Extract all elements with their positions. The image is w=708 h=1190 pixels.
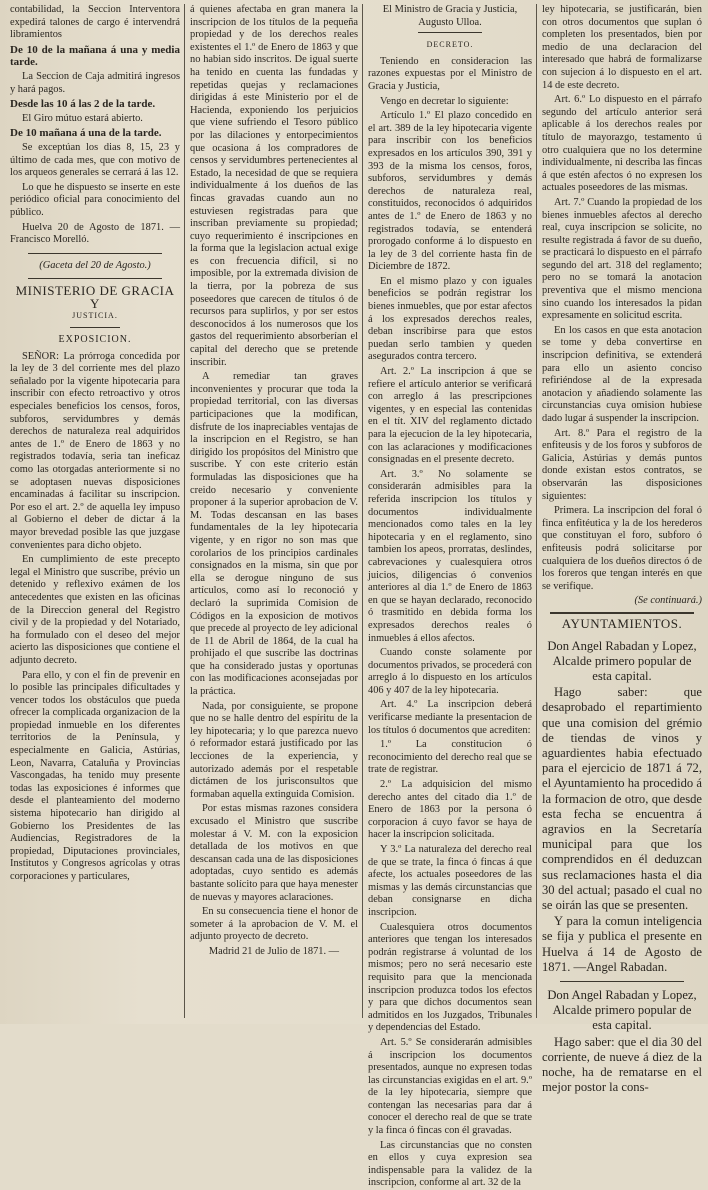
paragraph: En cumplimiento de este precepto legal el Ministro que suscribe, prévio un detenido y reflexivo exámen de los antecedentes que existen en las oficinas de la Direccion general del Registro civil y de la propiedad y del Notariado, ha formulado con el deseo del mejor acierto las disposiciones que contiene el adjunto decreto. — [10, 554, 180, 666]
divider — [418, 32, 482, 33]
ayuntamientos-heading: AYUNTAMIENTOS. — [561, 615, 683, 631]
paragraph: contabilidad, la Seccion Interventora expedirá talones de cargo é intervendrá libramientos — [10, 4, 180, 41]
paragraph: Para ello, y con el fin de prevenir en lo posible las principales dificultades y vencer todos los obstáculos que pueda ofrecer la complicada organizacion de la propiedad inmueble en los diferentes territorios de la Península, y especialmente en Galicia, Astúrias, Leon, Navarra, Cataluña y Provincias Vascongadas, ha tenido muy presente todas las exposiciones é informes que desde el planteamiento del moderno sistema hipotecario han dirigido al Gobierno los Presidentes de las Audiencias, Registradores de la propiedad, Diputaciones provinciales, Institutos y Congresos agrícolas y otras corporaciones y particulares, — [10, 669, 180, 882]
article-7: Art. 7.º Cuando la propiedad de los bienes inmuebles afectos al derecho real, cuya inscripcion se solicite, no resulte registrada á favor de su dueño, se practicará lo dispuesto en el párrafo segundo del art. 318 del reglamento; pero no se tomará la anotacion preventiva que el mismo menciona sino cuando los interesados la pidan expresamente en solicitud escrita. — [542, 196, 702, 322]
article-2: Art. 2.º La inscripcion á que se refiere el artículo anterior se verificará con arreglo á las prescripciones vigentes, y en especial las contenidas en el tít. XIV del reglamento dictado para la ejecucion de la ley hipotecaria, con las aclaraciones y modificaciones consignadas en el presente decreto. — [368, 366, 532, 466]
exposicion-heading: EXPOSICION. — [58, 334, 132, 346]
column-rule — [536, 4, 537, 1018]
paragraph: Se exceptúan los dias 8, 15, 23 y último de cada mes, que con motivo de los arqueos generales se cerrará á las 12. — [10, 141, 180, 179]
mayor-heading: Don Angel Rabadan y Lopez, Alcalde primero popular de esta capital. — [547, 638, 697, 683]
column-1 — [10, 4, 180, 1018]
paragraph: Teniendo en consideracion las razones expuestas por el Ministro de Gracia y Justicia, — [368, 55, 532, 92]
section-heading: Desde las 10 á las 2 de la tarde. — [10, 98, 156, 111]
paragraph: Lo que he dispuesto se inserte en este periódico oficial para conocimiento del público. — [10, 181, 180, 218]
paragraph: Nada, por consiguiente, se propone que no se halle dentro del espíritu de la ley hipotecaria; y lo que parezca nuevo ó reformador estará justificado por las lecciones de la experiencia, y autorizado además por el respetable dictámen de los jurisconsultos que formaban aquella extinguida Comision. — [190, 700, 358, 800]
paragraph: Hago saber: que el dia 30 del corriente, de nueve á diez de la noche, ha de rematarse en el mejor postor la cons- — [542, 1034, 702, 1095]
paragraph: Primera. La inscripcion del foral ó finca enfitéutica y la de los herederos que constituyan el foro, subforo ó enfiteusis podrá solicitarse por cualquiera de los dueños directos ó de los foreros que tengan interés en que se verifique. — [542, 505, 702, 592]
divider — [550, 612, 694, 614]
paragraph: En su consecuencia tiene el honor de someter á la aprobacion de V. M. el adjunto proyecto de decreto. — [190, 906, 358, 943]
paragraph: 2.º La adquisicion del mismo derecho antes del citado dia 1.º de Enero de 1863 por la persona ó corporacion á cuyo favor se haya de hacer la inscripcion solicitada. — [368, 779, 532, 841]
paragraph: Cuando conste solamente por documentos privados, se procederá con arreglo á lo dispuesto en los artículos 406 y 407 de la ley hipotecaria. — [368, 647, 532, 696]
article-1: Artículo 1.º El plazo concedido en el art. 389 de la ley hipotecaria vigente para inscribir con los beneficios expresados en los artículos 390, 391 y 393 de la misma los censos, foros, subforos, servidumbres y demás derechos de naturaleza real, constituidos, reconocidos ó adquiridos antes de 1.º de Enero de 1863 y no registrados todavía, se entenderá prorogado conforme á lo dispuesto en la ley de 3 del corriente hasta fin de Diciembre de 1872. — [368, 110, 532, 273]
divider — [28, 253, 162, 254]
divider — [560, 981, 684, 982]
paragraph: SEÑOR: La prórroga concedida por la ley de 3 del corriente mes del plazo señalado por la vigente hipotecaria para inscribir con efecto retroactivo y otros especiales beneficios los censos, foros, subforos, servidumbres y demás derechos de naturaleza real adquiridos antes de 1.º de Enero de 1863 y no registrados todavía, seria tan ineficaz como las otorgadas anteriormente si no se adoptasen nuevas disposiciones encaminadas á facilitar su inscripcion. Por eso el art. 2.º de aquella ley impuso al Gobierno el deber de dictar á la mayor brevedad posible las que juzgase convenientes para dicho objeto. — [10, 350, 180, 551]
paragraph: El Giro mútuo estará abierto. — [22, 112, 143, 124]
decreto-heading: DECRETO. — [426, 40, 474, 50]
column-rule — [184, 4, 185, 1018]
paragraph: á quienes afectaba en gran manera la inscripcion de los títulos de la pequeña propiedad y de los derechos reales existentes el 1.º de Enero de 1863 y que no habian sido inscritos. De igual suerte ha tenido en cuenta las fundadas y repetidas quejas y reclamaciones dirigidas á este Ministerio por el de Hacienda, exponiendo los perjuicios que viene sufriendo el Tesoro público por las dilaciones y entorpecimientos que ocasiona á los compradores de censos y servidumbres pertenecientes al Estado, la necesidad de que se requiera individualmente á los dueños de las fincas gravadas cuando aun no estuviesen registradas para que inscriban previamente su propiedad; cuyo requerimiento é inscripciones en la forma que la legislacion actual exige es con frecuencia difícil, si no imposible, por la extremada division de la tierra, por la pobreza de sus poseedores que carecen de títulos ó de recursos para suplirlos, y por ser estos desconocidos á los numerosos que los gastos del requerimiento absorberían el capital del derecho que se pretende inscribir. — [190, 4, 358, 368]
paragraph: Hago saber: que desaprobado el repartimiento que una comision del grémio de tiendas de vinos y aguardientes habia efectuado para el ejercicio de 1871 á 72, el Ayuntamiento ha procedido á la formacion de otro, que desde esta fecha se encuentra á agravios en la Secretaría municipal para que los comprendidos en él deduzcan sus reclamaciones hasta el dia 30 del actual; pasado el cual no se oirán las que se presenten. — [542, 685, 702, 912]
paragraph: A remediar tan graves inconvenientes y procurar que toda la propiedad territorial, con las diversas participaciones que la modifican, disfrute de los inapreciables ventajas de la inscripcion en el Registro, se han dirigido los propósitos del Ministro que suscribe. Y con este criterio están formuladas las disposiciones que ha creido necesario y conveniente proponer á la superior aprobacion de V. M. Todas descansan en las bases fundamentales de la ley hipotecaria vigente, y en rigor no son mas que corolarios de los principios cardinales consignados en la misma, sin que por ella se derogue ninguno de sus artículos, como así lo reconoció y declaró la suprimida Comision de Códigos en la exposicion de motivos que precede al proyecto de ley adicional de 11 de Abril de 1864, de la cual ha prohijado el que suscribe las doctrinas que ha considerado justas y oportunas con las modificaciones aconsejadas por la práctica. — [190, 371, 358, 698]
paragraph: Y para la comun inteligencia se fija y publica el presente en Huelva á 14 de Agosto de 1871. —Angel Rabadan. — [542, 914, 702, 974]
article-5: Art. 5.º Se considerarán admisibles á inscripcion los documentos presentados, aunque no expresen todas las circunstancias exigidas en el art. 9.º de la ley hipotecaria, siempre que contengan las necesarias para dar á conocer el derecho real de que se trate y la finca ó fincas con él gravadas. — [368, 1036, 532, 1137]
paragraph: 1.º La constitucion ó reconocimiento del derecho real que se trate de registrar. — [368, 739, 532, 776]
paragraph: La Seccion de Caja admitirá ingresos y hará pagos. — [10, 70, 180, 95]
paragraph: Las circunstancias que no consten en ellos y cuya expresion sea indispensable para la validez de la inscripcion, conforme al art. 32 de la — [368, 1139, 532, 1189]
gaceta-source: (Gaceta del 20 de Agosto.) — [39, 259, 151, 271]
divider — [70, 327, 120, 328]
ministry-subtitle: JUSTICIA. — [72, 311, 118, 321]
paragraph: En el mismo plazo y con iguales beneficios se podrán registrar los bienes inmuebles, que por estar afectos á los expresados derechos reales, deban inscribirse para que estos puedan serlo tambien y queden asegurados contra tercero. — [368, 275, 532, 363]
paragraph: Huelva 20 de Agosto de 1871. —Francisco Morelló. — [10, 221, 180, 246]
paragraph: Cualesquiera otros documentos anteriores que tengan los interesados podrán registrarse á voluntad de los mismos; pero no será necesario este requisito para que la mencionada inscripcion produzca todos los efectos y para que dichos documentos sean admitidos en los Juzgados, Tribunales y dependencias del Estado. — [368, 921, 532, 1034]
article-3: Art. 3.º No solamente se considerarán admisibles para la referida inscripcion los títulos y documentos individualmente mencionados como tales en la ley hipotecaria y en el reglamento, sino tambien los apeos, prorratas, deslindes, cabrevaciones y cualesquiera otros juicios, diligencias ó convenios anteriores al dia 1.º de Enero de 1863 en que se hayan declarado, reconocido ó trasmitido en debida forma los expresados derechos reales ó inmuebles á ellos afectos. — [368, 468, 532, 644]
ministry-title: MINISTERIO DE GRACIA Y — [15, 283, 175, 311]
column-4 — [542, 4, 702, 1095]
article-4: Art. 4.º La inscripcion deberá verificarse mediante la presentacion de los títulos ó documentos que acrediten: — [368, 699, 532, 736]
column-3 — [368, 4, 532, 1189]
minister-signature: El Ministro de Gracia y Justicia, Augusto Ulloa. — [382, 4, 518, 28]
article-8: Art. 8.º Para el registro de la enfiteusis y de los foros y subforos de Galicia, Astúrias y demás puntos donde existan estos contratos, se observarán las disposiciones siguientes: — [542, 427, 702, 502]
paragraph: Vengo en decretar lo siguiente: — [380, 95, 509, 107]
mayor-heading: Don Angel Rabadan y Lopez, Alcalde primero popular de esta capital. — [547, 987, 697, 1033]
column-2 — [190, 4, 358, 1018]
divider — [28, 278, 162, 279]
column-rule — [362, 4, 363, 1018]
continuation-note: (Se continuará.) — [634, 595, 702, 607]
paragraph: ley hipotecaria, se justificarán, bien con otros documentos que suplan ó completen los presentados, bien por medio de una declaracion del interesado que habrá de formalizarse con sujecion á lo dispuesto en el art. 14 de este decreto. — [542, 4, 702, 91]
exposicion-date: Madrid 21 de Julio de 1871. — — [208, 945, 340, 957]
paragraph: En los casos en que esta anotacion se tome y deba convertirse en inscripcion definitiva, se extenderá para ello un asiento conciso refiriéndose al de la expresada anotacion y añadiendo solamente las circunstancias cuya omision hubiese dado lugar á suspender la inscripcion. — [542, 324, 702, 424]
section-heading: De 10 mañana á una de la tarde. — [10, 127, 162, 140]
paragraph: Y 3.º La naturaleza del derecho real de que se trate, la finca ó fincas á que afecte, los actuales poseedores de las mismas y las demás circunstancias que deban consignarse en dicha inscripcion. — [368, 844, 532, 918]
article-6: Art. 6.º Lo dispuesto en el párrafo segundo del artículo anterior será aplicable á los derechos reales por título de mayorazgo, testamento ú otro cualquiera que no los determine individualmente, ni describa las fincas á que estén afectos ó no expresen los actuales poseedores de las mismas. — [542, 94, 702, 194]
paragraph: Por estas mismas razones considera excusado el Ministro que suscribe molestar á V. M. con la exposicion detallada de los motivos en que descansan cada una de las disposiciones adoptadas, cuyo sentido es además bastante solícito para que haya menester de nuevas y mayores aclaraciones. — [190, 803, 358, 903]
section-heading: De 10 de la mañana á una y media tarde. — [10, 43, 180, 69]
